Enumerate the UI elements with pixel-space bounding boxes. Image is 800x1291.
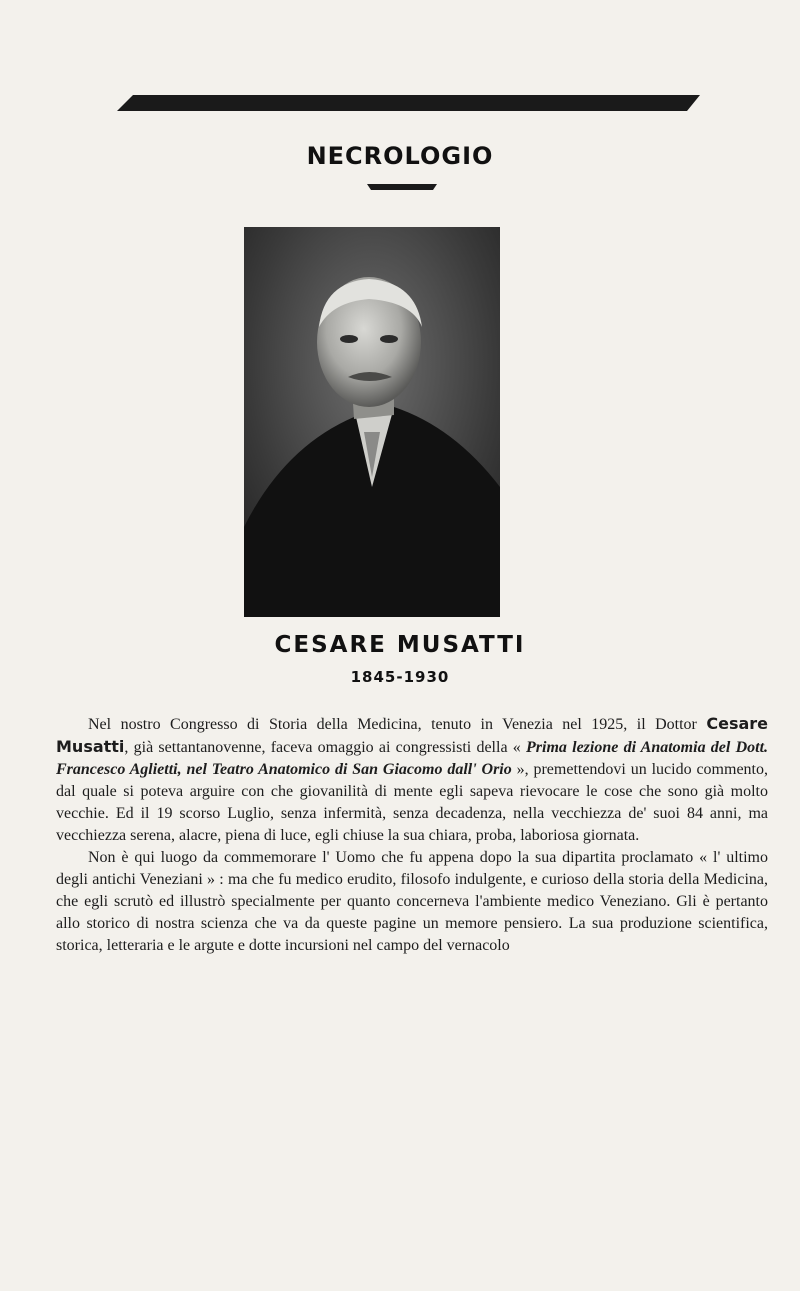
paragraph-1-part-b: , già settantanovenne, faceva omaggio ai congressisti della « bbox=[124, 739, 527, 756]
subject-years: 1845-1930 bbox=[350, 668, 450, 686]
italic-title: Prima lezione di Anatomia del Dott. Francesco Aglietti, nel Teatro Anatomico di San Giacomo dall' Orio bbox=[56, 739, 769, 778]
page-heading: NECROLOGIO bbox=[306, 142, 494, 170]
paragraph-1-part-a: Nel nostro Congresso di Storia della Medicina, tenuto in Venezia nel 1925, il Dottor bbox=[88, 716, 707, 733]
decorative-top-rule bbox=[117, 95, 700, 111]
article-body bbox=[56, 713, 768, 957]
paragraph-1-part-c: », premettendovi un lucido commento, dal quale si poteva arguire con che giovanilità di mente egli sapeva rievocare le cose che sono già molto vecchie. Ed il 19 scorso Luglio, senza infermità, senza decadenza, nella vecchiezza de' suoi 84 anni, ma vecchiezza serena, alacre, piena di luce, egli chiuse la sua chiara, proba, laboriosa giornata. bbox=[56, 761, 768, 844]
subject-name: CESARE MUSATTI bbox=[274, 632, 526, 658]
paragraph-1 bbox=[56, 713, 768, 847]
decorative-small-rule bbox=[367, 184, 437, 190]
inline-person-name: Cesare Musatti bbox=[56, 714, 768, 756]
paragraph-2: Non è qui luogo da commemorare l' Uomo che fu appena dopo la sua dipartita proclamato « l' ultimo degli antichi Veneziani » : ma che fu medico erudito, filosofo indulgente, e curioso della storia della Medicina, che egli scrutò ed illustrò specialmente per quanto concerneva l'ambiente medico Veneziano. Gli è pertanto allo storico di nostra scienza che va da queste pagine un memore pensiero. La sua produzione scientifica, storica, letteraria e le argute e dotte incursioni nel campo del vernacolo bbox=[56, 849, 768, 954]
portrait-photo bbox=[244, 227, 500, 617]
